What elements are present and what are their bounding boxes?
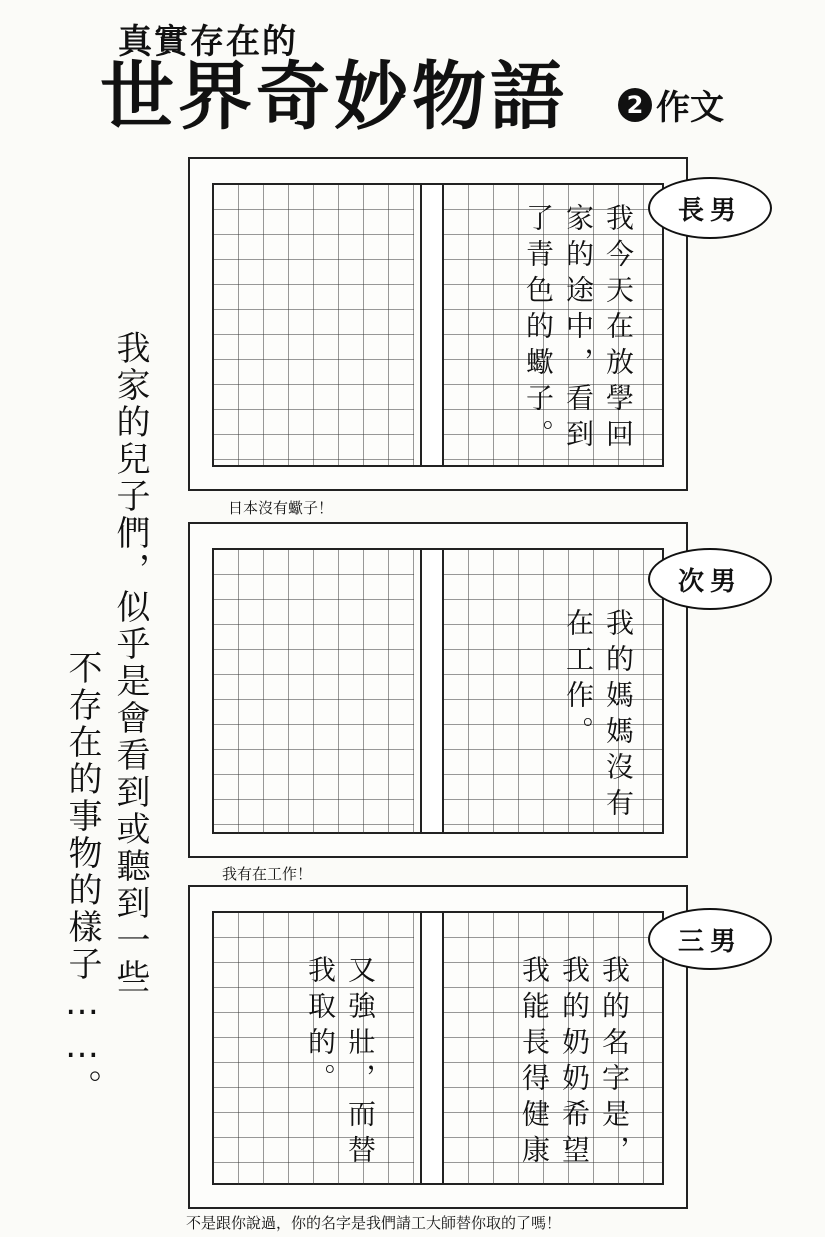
essay-column: 我的名字是， bbox=[598, 955, 631, 1171]
series-title: 真實存在的 bbox=[118, 22, 298, 62]
manuscript-grid-right bbox=[444, 913, 662, 1183]
parent-comment: 不是跟你說過，你的名字是我們請工大師替你取的了嗎！ bbox=[186, 1214, 562, 1232]
parent-comment: 我有在工作！ bbox=[222, 865, 313, 883]
essay-column: 了青色的蠍子。 bbox=[522, 203, 555, 455]
manuscript-grid-left bbox=[214, 550, 414, 832]
narration-line-1: 我家的兒子們，似乎是會看到或聽到一些 bbox=[110, 330, 150, 996]
chapter-label: 作文 bbox=[656, 88, 724, 128]
page-gutter bbox=[420, 913, 444, 1183]
manuscript-grid-right bbox=[444, 550, 662, 832]
parent-comment: 日本沒有蠍子！ bbox=[228, 499, 334, 517]
narration-line-2: 不存在的事物的樣子……。 bbox=[62, 650, 102, 1106]
manuscript-grid-left bbox=[214, 913, 414, 1183]
manuscript-grid-left bbox=[214, 185, 414, 465]
essay-text-left bbox=[272, 955, 377, 1171]
essay-column: 我取的。 bbox=[304, 955, 337, 1099]
essay-text-right bbox=[508, 955, 631, 1171]
essay-column: 在工作。 bbox=[562, 608, 595, 752]
chapter-number-badge: 2 bbox=[618, 88, 652, 122]
essay-text bbox=[552, 608, 635, 824]
page-gutter bbox=[420, 185, 444, 465]
essay-panel-third bbox=[188, 885, 688, 1209]
chapter-heading bbox=[618, 80, 724, 129]
essay-column: 我的奶奶希望 bbox=[558, 955, 591, 1171]
essay-column: 家的途中，看到 bbox=[562, 203, 595, 455]
main-title: 世界奇妙物語 bbox=[100, 54, 568, 140]
essay-column: 我的媽媽沒有 bbox=[602, 608, 635, 824]
speaker-bubble-second: 次男 bbox=[648, 548, 772, 610]
essay-panel-second bbox=[188, 522, 688, 858]
speaker-bubble-eldest: 長男 bbox=[648, 177, 772, 239]
speaker-bubble-third: 三男 bbox=[648, 908, 772, 970]
essay-column: 又強壯，而替 bbox=[344, 955, 377, 1171]
essay-column: 我今天在放學回 bbox=[602, 203, 635, 455]
essay-panel-eldest bbox=[188, 157, 688, 491]
essay-text bbox=[512, 203, 635, 455]
manuscript-grid-right bbox=[444, 185, 662, 465]
essay-column: 我能長得健康 bbox=[518, 955, 551, 1171]
page-gutter bbox=[420, 550, 444, 832]
